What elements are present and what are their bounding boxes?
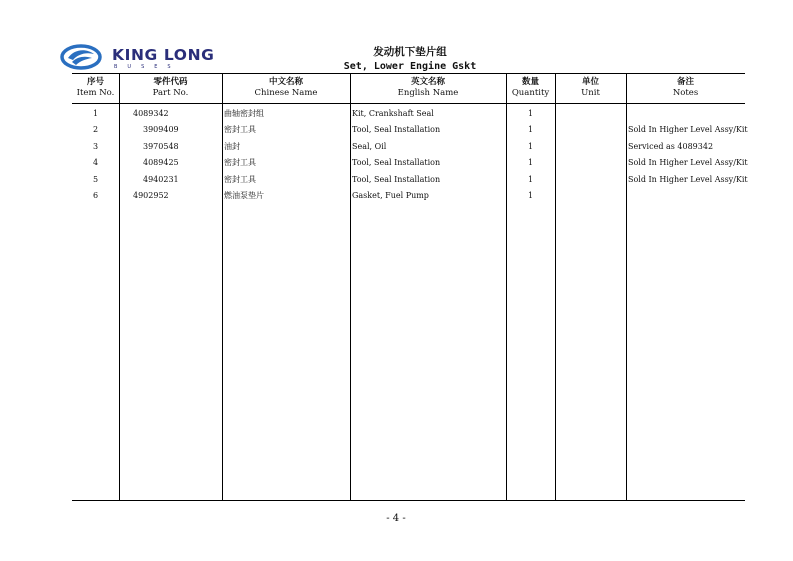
english-name-cell: Tool, Seal Installation [352,125,441,134]
table-top-border [72,73,745,74]
quantity-cell: 1 [527,125,534,134]
notes-cell: Serviced as 4089342 [628,142,714,151]
page-number: - 4 - [386,513,406,524]
header-bottom-border [72,103,745,104]
header-part-no: 零件代码 Part No. [152,77,189,98]
quantity-cell: 1 [527,142,534,151]
item-no-cell: 3 [92,142,99,151]
header-notes: 备注 Notes [672,77,699,98]
notes-cell: Sold In Higher Level Assy/Kit [628,158,748,167]
table-row [72,155,748,171]
page-title-chinese: 发动机下垫片组 [373,46,447,58]
quantity-cell: 1 [527,109,534,118]
item-no-cell: 2 [92,125,99,134]
part-no-cell: 4089425 [143,158,179,167]
part-no-cell: 4940231 [143,175,179,184]
part-no-cell: 4089342 [133,109,169,118]
part-no-cell: 4902952 [133,191,169,200]
chinese-name-cell: 燃油泵垫片 [224,191,264,200]
notes-cell: Sold In Higher Level Assy/Kit [628,125,748,134]
item-no-cell: 1 [92,109,99,118]
item-no-cell: 5 [92,175,99,184]
king-long-emblem-icon [60,44,104,70]
quantity-cell: 1 [527,175,534,184]
chinese-name-cell: 密封工具 [224,175,256,184]
quantity-cell: 1 [527,158,534,167]
header-item-no: 序号 Item No. [76,77,115,98]
english-name-cell: Tool, Seal Installation [352,158,441,167]
header-unit: 单位 Unit [581,77,600,98]
item-no-cell: 4 [92,158,99,167]
part-no-cell: 3970548 [143,142,179,151]
chinese-name-cell: 密封工具 [224,158,256,167]
english-name-cell: Tool, Seal Installation [352,175,441,184]
page-title-english: Set, Lower Engine Gskt [343,61,477,72]
part-no-cell: 3909409 [143,125,179,134]
notes-cell: Sold In Higher Level Assy/Kit [628,175,748,184]
table-bottom-border [72,500,745,501]
header-quantity: 数量 Quantity [511,77,550,98]
table-row [72,172,748,188]
quantity-cell: 1 [527,191,534,200]
english-name-cell: Kit, Crankshaft Seal [352,109,434,118]
chinese-name-cell: 油封 [224,142,240,151]
english-name-cell: Seal, Oil [352,142,387,151]
logo-wordmark: KING LONG [112,46,215,64]
chinese-name-cell: 曲轴密封组 [224,109,264,118]
parts-table [72,73,748,501]
table-row [72,106,745,122]
table-row [72,188,745,204]
header-chinese-name: 中文名称 Chinese Name [254,77,318,98]
english-name-cell: Gasket, Fuel Pump [352,191,429,200]
table-row [72,139,745,155]
king-long-logo [60,44,220,72]
item-no-cell: 6 [92,191,99,200]
logo-subtitle: BUSES [114,64,181,70]
chinese-name-cell: 密封工具 [224,125,256,134]
table-row [72,122,748,138]
header-english-name: 英文名称 English Name [397,77,459,98]
